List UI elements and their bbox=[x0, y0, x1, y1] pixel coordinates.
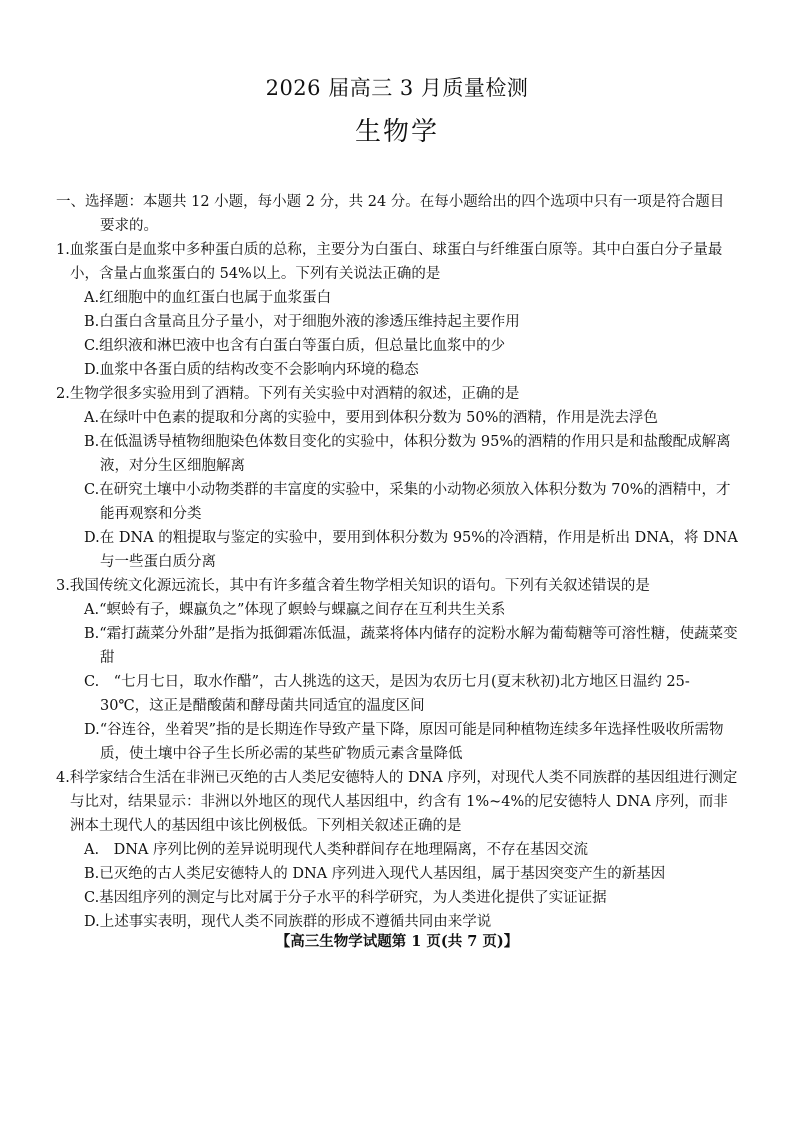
option-b: B.“霜打蔬菜分外甜”是指为抵御霜冻低温，蔬菜将体内储存的淀粉水解为葡萄糖等可溶性糖，使蔬菜变甜 bbox=[84, 626, 738, 666]
page-footer: 【高三生物学试题第 1 页(共 7 页)】 bbox=[275, 933, 519, 950]
option-d: D.上述事实表明，现代人类不同族群的形成不遵循共同由来学说 bbox=[84, 914, 492, 930]
section-heading: 一、选择题：本题共 12 小题，每小题 2 分，共 24 分。在每小题给出的四个选项中只有一项是符合题目要求的。 bbox=[56, 194, 725, 234]
option-c: C.组织液和淋巴液中也含有白蛋白等蛋白质，但总量比血浆中的少 bbox=[84, 338, 506, 354]
option-d: D.在 DNA 的粗提取与鉴定的实验中，要用到体积分数为 95%的冷酒精，作用是析出 DNA，将 DNA 与一些蛋白质分离 bbox=[84, 530, 738, 570]
exam-title: 2026 届高三 3 月质量检测 bbox=[265, 76, 529, 100]
option-b: B.已灭绝的古人类尼安德特人的 DNA 序列进入现代人基因组，属于基因突变产生的新基因 bbox=[84, 866, 666, 882]
question-stem: 4.科学家结合生活在非洲已灭绝的古人类尼安德特人的 DNA 序列，对现代人类不同族群的基因组进行测定与比对，结果显示：非洲以外地区的现代人基因组中，约含有 1%~4%的尼安德特人 DNA 序列，而非洲本土现代人的基因组中该比例极低。下列相关叙述正确的是 bbox=[56, 770, 738, 834]
question-stem: 2.生物学很多实验用到了酒精。下列有关实验中对酒精的叙述，正确的是 bbox=[56, 386, 520, 402]
option-d: D.“谷连谷，坐着哭”指的是长期连作导致产量下降，原因可能是同种植物连续多年选择性吸收所需物质，使土壤中谷子生长所必需的某些矿物质元素含量降低 bbox=[84, 722, 724, 762]
option-a: A. DNA 序列比例的差异说明现代人类种群间存在地理隔离，不存在基因交流 bbox=[84, 842, 588, 858]
option-c: C. “七月七日，取水作醋”，古人挑选的这天，是因为农历七月(夏末秋初)北方地区日温约 25-30℃，这正是醋酸菌和酵母菌共同适宜的温度区间 bbox=[84, 674, 690, 714]
option-c: C.基因组序列的测定与比对属于分子水平的科学研究，为人类进化提供了实证证据 bbox=[84, 890, 607, 906]
exam-content bbox=[56, 190, 738, 934]
option-a: A.红细胞中的血红蛋白也属于血浆蛋白 bbox=[84, 290, 332, 306]
option-d: D.血浆中各蛋白质的结构改变不会影响内环境的稳态 bbox=[84, 362, 419, 378]
question-4 bbox=[56, 766, 738, 934]
option-c: C.在研究土壤中小动物类群的丰富度的实验中，采集的小动物必须放入体积分数为 70%的酒精中，才能再观察和分类 bbox=[84, 482, 731, 522]
option-b: B.白蛋白含量高且分子量小，对于细胞外液的渗透压维持起主要作用 bbox=[84, 314, 520, 330]
option-b: B.在低温诱导植物细胞染色体数目变化的实验中，体积分数为 95%的酒精的作用只是和盐酸配成解离液，对分生区细胞解离 bbox=[84, 434, 731, 474]
question-stem: 1.血浆蛋白是血浆中多种蛋白质的总称，主要分为白蛋白、球蛋白与纤维蛋白原等。其中白蛋白分子量最小，含量占血浆蛋白的 54%以上。下列有关说法正确的是 bbox=[56, 242, 723, 282]
question-3 bbox=[56, 574, 738, 766]
option-a: A.在绿叶中色素的提取和分离的实验中，要用到体积分数为 50%的酒精，作用是洗去浮色 bbox=[84, 410, 658, 426]
question-stem: 3.我国传统文化源远流长，其中有许多蕴含着生物学相关知识的语句。下列有关叙述错误的是 bbox=[56, 578, 650, 594]
question-1 bbox=[56, 238, 738, 382]
option-a: A.“螟蛉有子，蜾蠃负之”体现了螟蛉与蜾蠃之间存在互利共生关系 bbox=[84, 602, 506, 618]
question-2 bbox=[56, 382, 738, 574]
subject-title: 生物学 bbox=[354, 117, 439, 147]
